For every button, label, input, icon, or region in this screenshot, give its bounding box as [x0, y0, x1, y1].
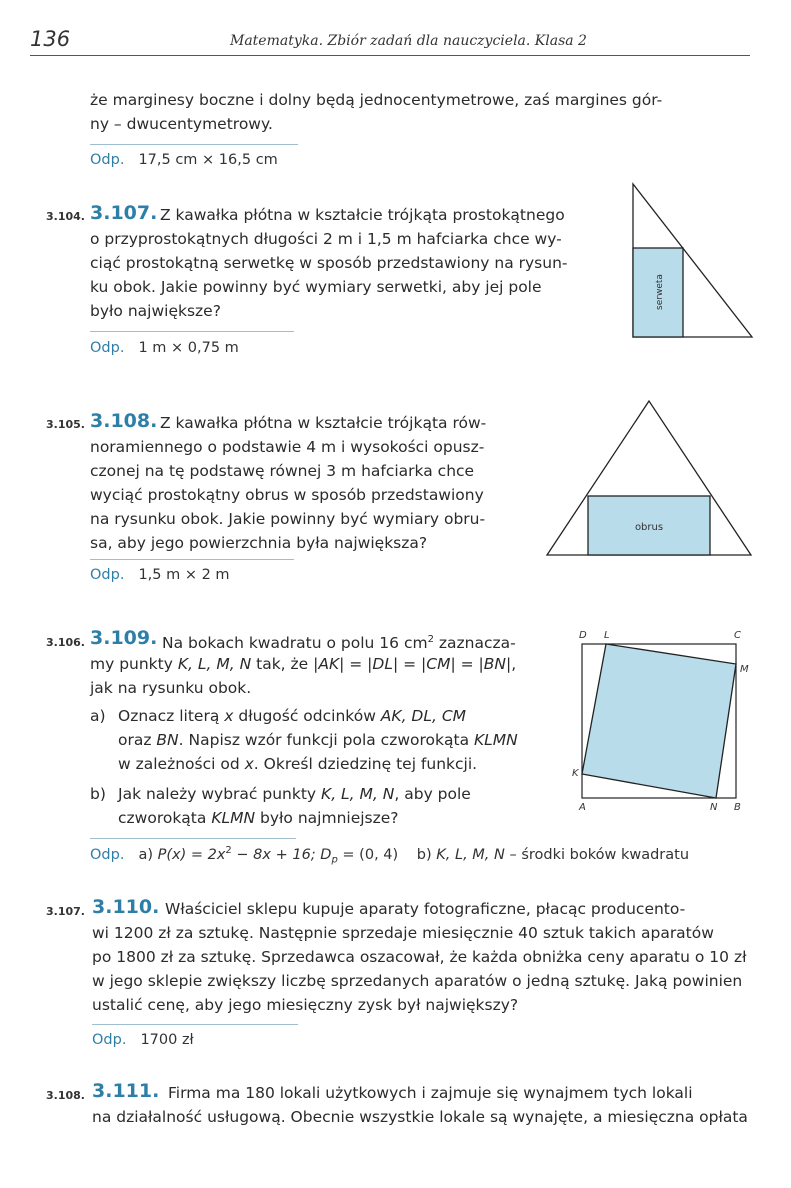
problem-answer	[90, 567, 230, 583]
problem-number: 3.111.	[92, 1080, 160, 1102]
answer-label: Odp.	[90, 152, 125, 168]
point-label-b: B	[734, 802, 741, 813]
answer-separator	[90, 559, 294, 560]
problem-text-line: ustalić cenę, aby jego miesięczny zysk był największy?	[92, 996, 519, 1014]
problem-answer	[92, 1032, 194, 1048]
subtask-b-line: czworokąta KLMN było najmniejsze?	[118, 809, 399, 827]
problem-number: 3.108.	[90, 410, 158, 432]
answer-separator	[90, 331, 294, 332]
answer-label: Odp.	[90, 846, 125, 863]
old-problem-number: 3.104.	[46, 210, 85, 223]
problem-text-line: ciąć prostokątną serwetkę w sposób przedstawiony na rysun-	[90, 254, 568, 272]
subtask-a-line: oraz BN. Napisz wzór funkcji pola czworokąta KLMN	[118, 731, 518, 749]
subtask-marker: b)	[90, 785, 106, 803]
point-label-k: K	[572, 768, 579, 779]
problem-text-line: ku obok. Jakie powinny być wymiary serwetki, aby jej pole	[90, 278, 542, 296]
answer-label: Odp.	[92, 1032, 127, 1048]
page-number: 136	[30, 27, 71, 51]
problem-text-line: Właściciel sklepu kupuje aparaty fotograficzne, płacąc producento-	[165, 900, 686, 918]
point-label-l: L	[604, 630, 610, 641]
problem-text-line: czonej na tę podstawę równej 3 m hafciarka chce	[90, 462, 475, 480]
answer-separator	[92, 1024, 298, 1025]
problem-text-line: na działalność usługową. Obecnie wszystkie lokale są wynajęte, a miesięczna opłata	[92, 1108, 748, 1126]
answer-separator	[90, 838, 296, 839]
isosceles-triangle-figure	[543, 398, 755, 560]
problem-answer: Odp. a) $P(x) = 2x^2 - 8x + 16$; $D_p = (0$, 4) b) K, L, M, N – środki boków kwadratu	[90, 845, 690, 866]
subtask-marker: a)	[90, 707, 106, 725]
problem-text-line: jak na rysunku obok.	[90, 679, 252, 697]
problem-number: 3.110.	[92, 896, 160, 918]
problem-text-line: Z kawałka płótna w kształcie trójkąta prostokątnego	[160, 206, 565, 224]
answer-value: 1 m × 0,75 m	[138, 340, 239, 356]
problem-text-line: po 1800 zł za sztukę. Sprzedawca oszacował, że każda obniżka ceny aparatu o 10 zł	[92, 948, 747, 966]
problem-text-line: o przyprostokątnych długości 2 m i 1,5 m hafciarka chce wy-	[90, 230, 562, 248]
subtask-b-line: Jak należy wybrać punkty K, L, M, N, aby pole	[118, 785, 471, 803]
answer-value: 1,5 m × 2 m	[138, 567, 230, 583]
cont-line-1: że marginesy boczne i dolny będą jednocentymetrowe, zaś margines gór-	[90, 91, 663, 109]
napkin-label: serweta	[655, 274, 665, 310]
answer-value: 1700 zł	[140, 1032, 194, 1048]
problem-text-line: było największe?	[90, 302, 221, 320]
quadrilateral-klmn	[582, 644, 736, 798]
problem-text-line: sa, aby jego powierzchnia była największa?	[90, 534, 428, 552]
header-rule	[30, 55, 750, 56]
cont-answer	[90, 152, 278, 168]
book-title: Matematyka. Zbiór zadań dla nauczyciela. Klasa 2	[230, 33, 587, 49]
answer-separator	[90, 144, 298, 145]
problem-text-line: noramiennego o podstawie 4 m i wysokości opusz-	[90, 438, 485, 456]
problem-text-line: Na bokach kwadratu o polu 16 $cm^2$ zaznacza-	[162, 634, 516, 653]
point-label-a: A	[579, 802, 586, 813]
problem-number: 3.109.	[90, 627, 158, 649]
old-problem-number: 3.105.	[46, 418, 85, 431]
old-problem-number: 3.106.	[46, 636, 85, 649]
old-problem-number: 3.108.	[46, 1089, 85, 1102]
subtask-a-line: w zależności od x. Określ dziedzinę tej funkcji.	[118, 755, 478, 773]
problem-number: 3.107.	[90, 202, 158, 224]
tablecloth-label: obrus	[634, 522, 664, 533]
point-label-m: M	[740, 664, 749, 675]
point-label-c: C	[734, 630, 741, 641]
point-label-d: D	[579, 630, 587, 641]
cont-line-2: ny – dwucentymetrowy.	[90, 115, 273, 133]
problem-text-line: w jego sklepie zwiększy liczbę sprzedanych aparatów o jedną sztukę. Jaką powinien	[92, 972, 743, 990]
square-klmn-figure	[570, 626, 755, 814]
problem-text-line: na rysunku obok. Jakie powinny być wymiary obru-	[90, 510, 486, 528]
problem-answer	[90, 340, 239, 356]
problem-text-line: Firma ma 180 lokali użytkowych i zajmuje się wynajmem tych lokali	[168, 1084, 693, 1102]
problem-text-line: wyciąć prostokątny obrus w sposób przedstawiony	[90, 486, 484, 504]
problem-text-line: Z kawałka płótna w kształcie trójkąta rów-	[160, 414, 487, 432]
old-problem-number: 3.107.	[46, 905, 85, 918]
problem-text-line: my punkty K, L, M, N tak, że |AK| = |DL| = |CM| = |BN|,	[90, 655, 517, 673]
right-triangle-figure	[628, 180, 758, 342]
problem-text-line: wi 1200 zł za sztukę. Następnie sprzedaje miesięcznie 40 sztuk takich aparatów	[92, 924, 714, 942]
point-label-n: N	[710, 802, 718, 813]
answer-label: Odp.	[90, 340, 125, 356]
answer-value: 17,5 cm × 16,5 cm	[138, 152, 278, 168]
subtask-a-line: Oznacz literą x długość odcinków AK, DL, CM	[118, 707, 467, 725]
answer-label: Odp.	[90, 567, 125, 583]
